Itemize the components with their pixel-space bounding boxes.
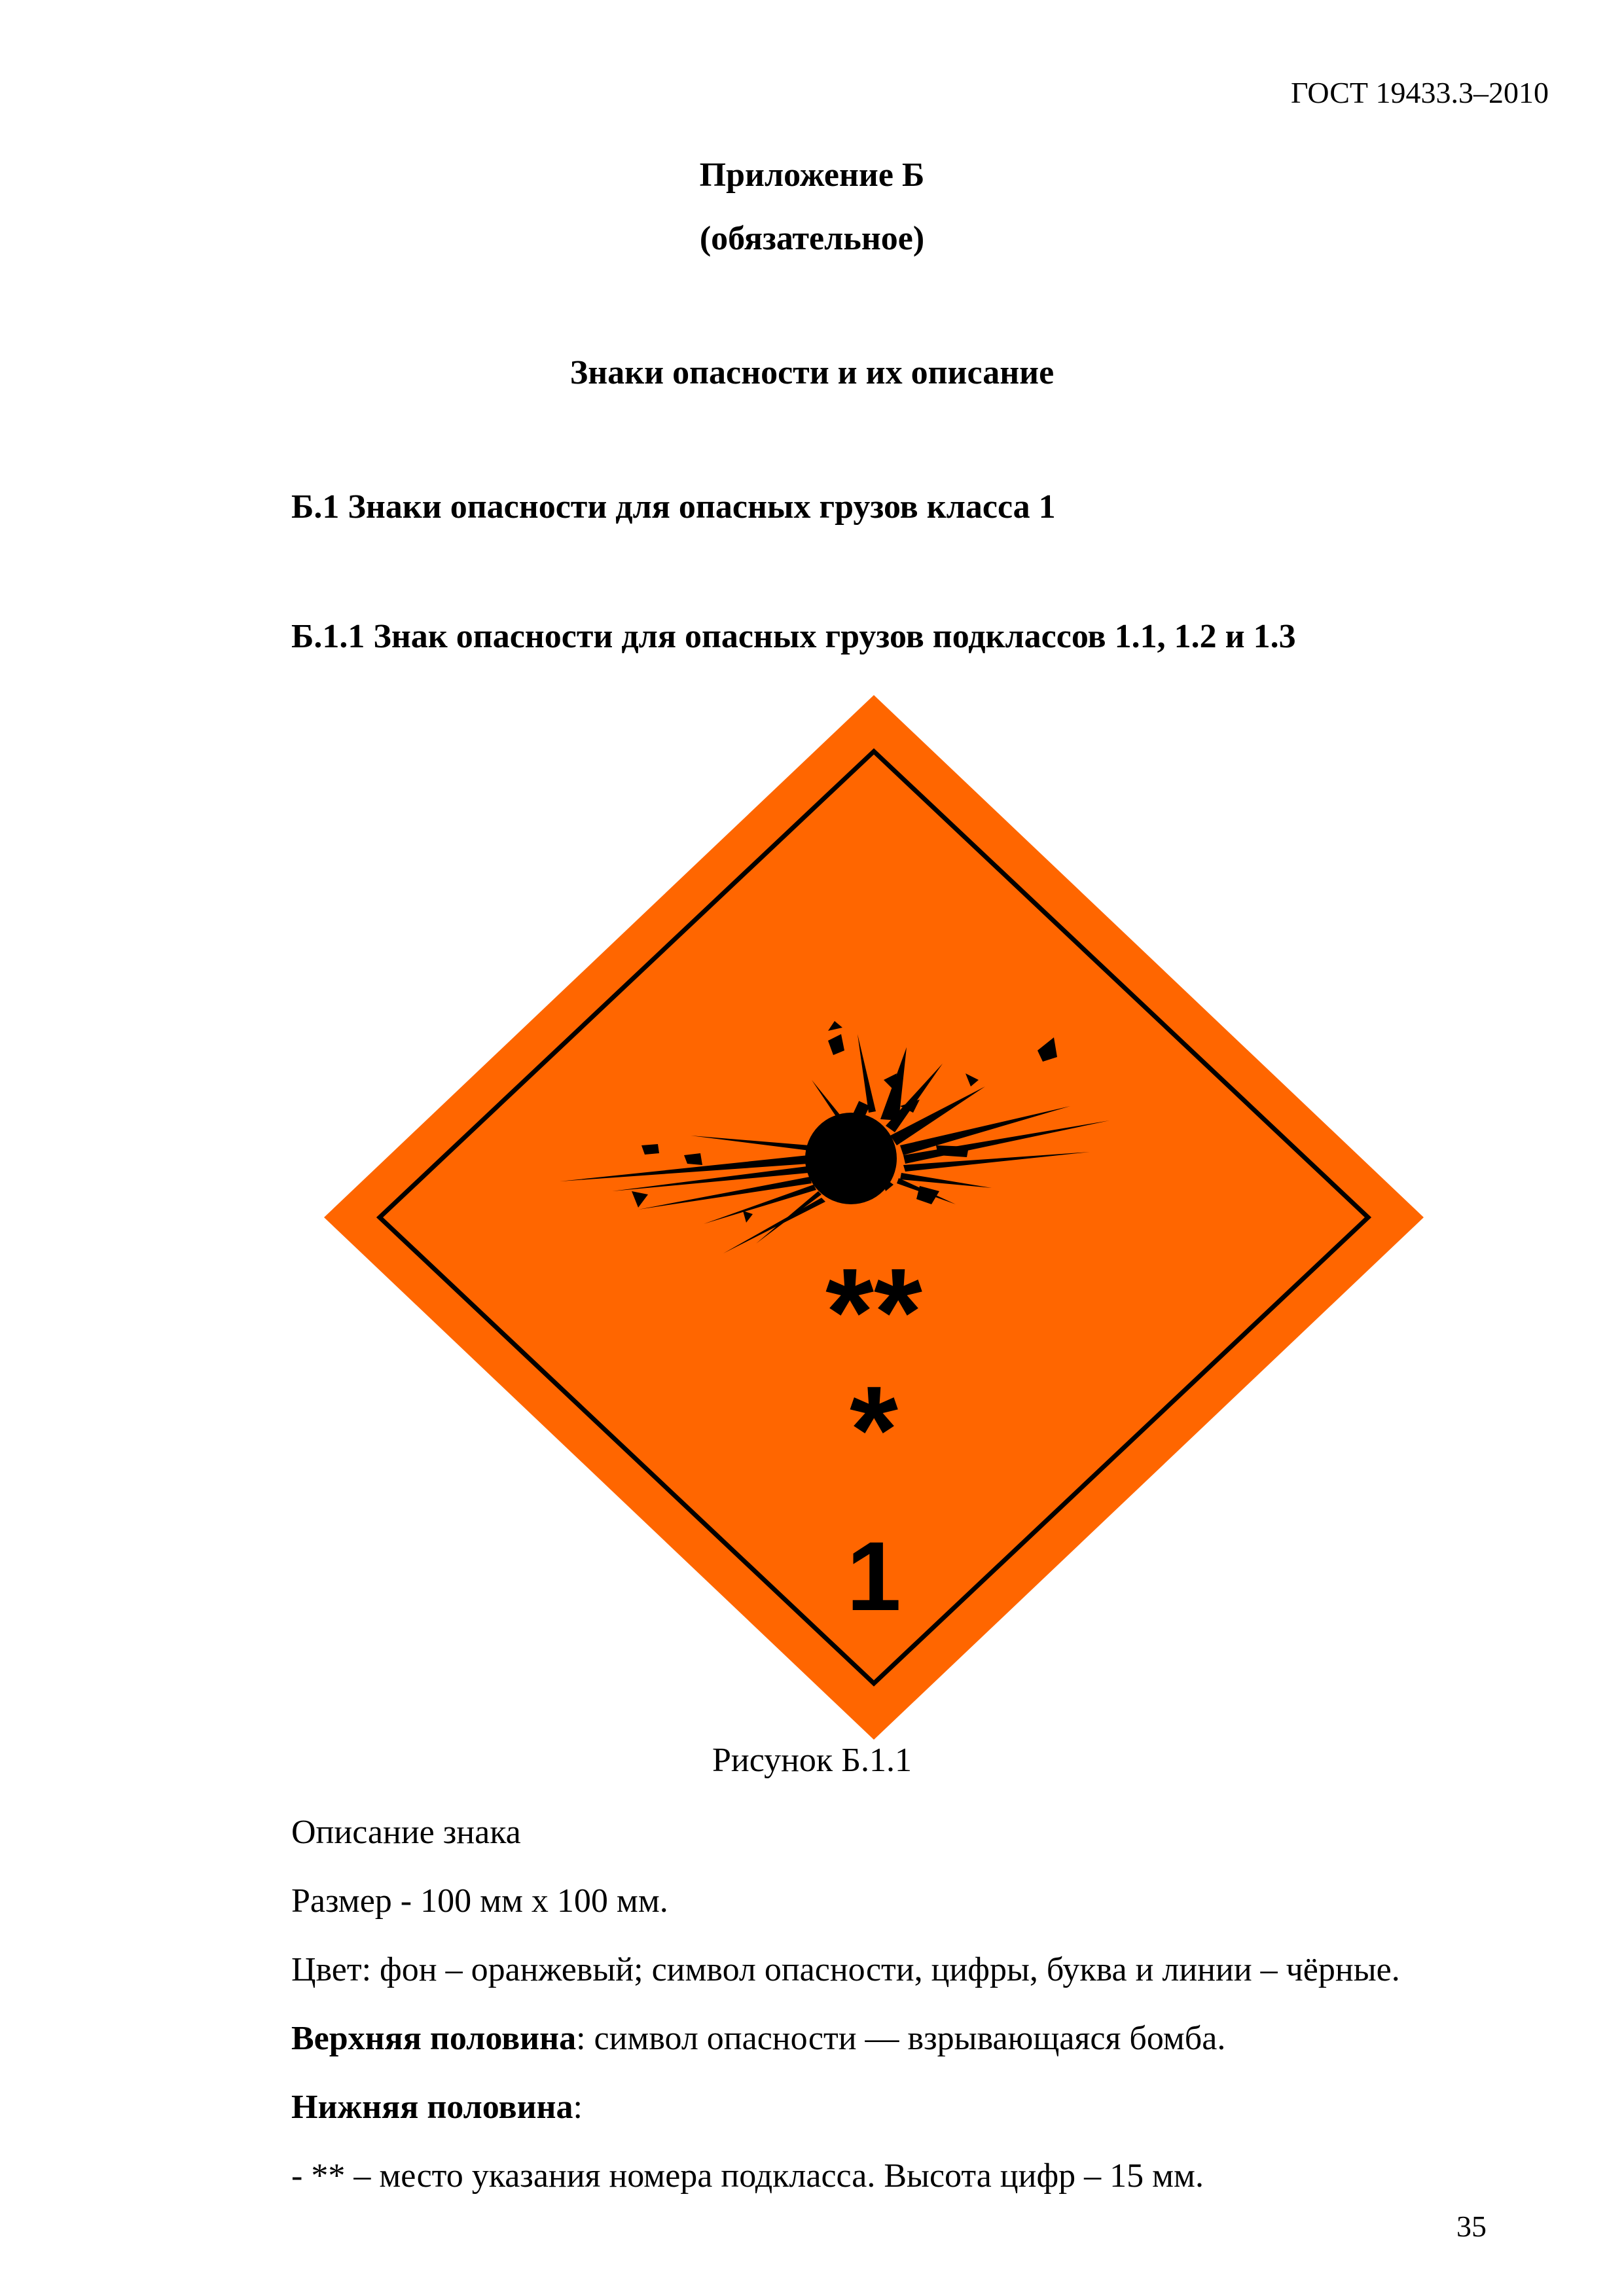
lower-half-text: : <box>573 2089 583 2126</box>
appendix-status: (обязательное) <box>699 220 925 257</box>
figure-caption: Рисунок Б.1.1 <box>712 1742 912 1779</box>
description-lower-half <box>291 2088 583 2126</box>
upper-half-label: Верхняя половина <box>291 2020 577 2057</box>
appendix-subject: Знаки опасности и их описание <box>569 354 1055 391</box>
group-placeholder: * <box>850 1361 898 1499</box>
description-color: Цвет: фон – оранжевый; символ опасности, цифры, буква и линии – чёрные. <box>291 1951 1400 1988</box>
document-header-id: ГОСТ 19433.3–2010 <box>1290 76 1549 109</box>
lower-half-label: Нижняя половина <box>291 2089 573 2126</box>
description-upper-half <box>291 2019 1225 2058</box>
upper-half-text: : символ опасности — взрывающаяся бомба. <box>576 2020 1226 2057</box>
hazard-sign-class-1 <box>311 694 1437 1741</box>
subclass-placeholder: ** <box>825 1243 922 1382</box>
class-number: 1 <box>846 1521 901 1631</box>
description-size: Размер - 100 мм х 100 мм. <box>291 1882 668 1920</box>
appendix-title: Приложение Б <box>699 156 925 194</box>
description-heading: Описание знака <box>291 1814 521 1851</box>
section-heading-b11: Б.1.1 Знак опасности для опасных грузов подклассов 1.1, 1.2 и 1.3 <box>291 618 1296 655</box>
section-heading-b1: Б.1 Знаки опасности для опасных грузов класса 1 <box>291 488 1056 526</box>
page-number: 35 <box>1456 2210 1487 2243</box>
description-item-subclass: - ** – место указания номера подкласса. Высота цифр – 15 мм. <box>291 2157 1204 2195</box>
